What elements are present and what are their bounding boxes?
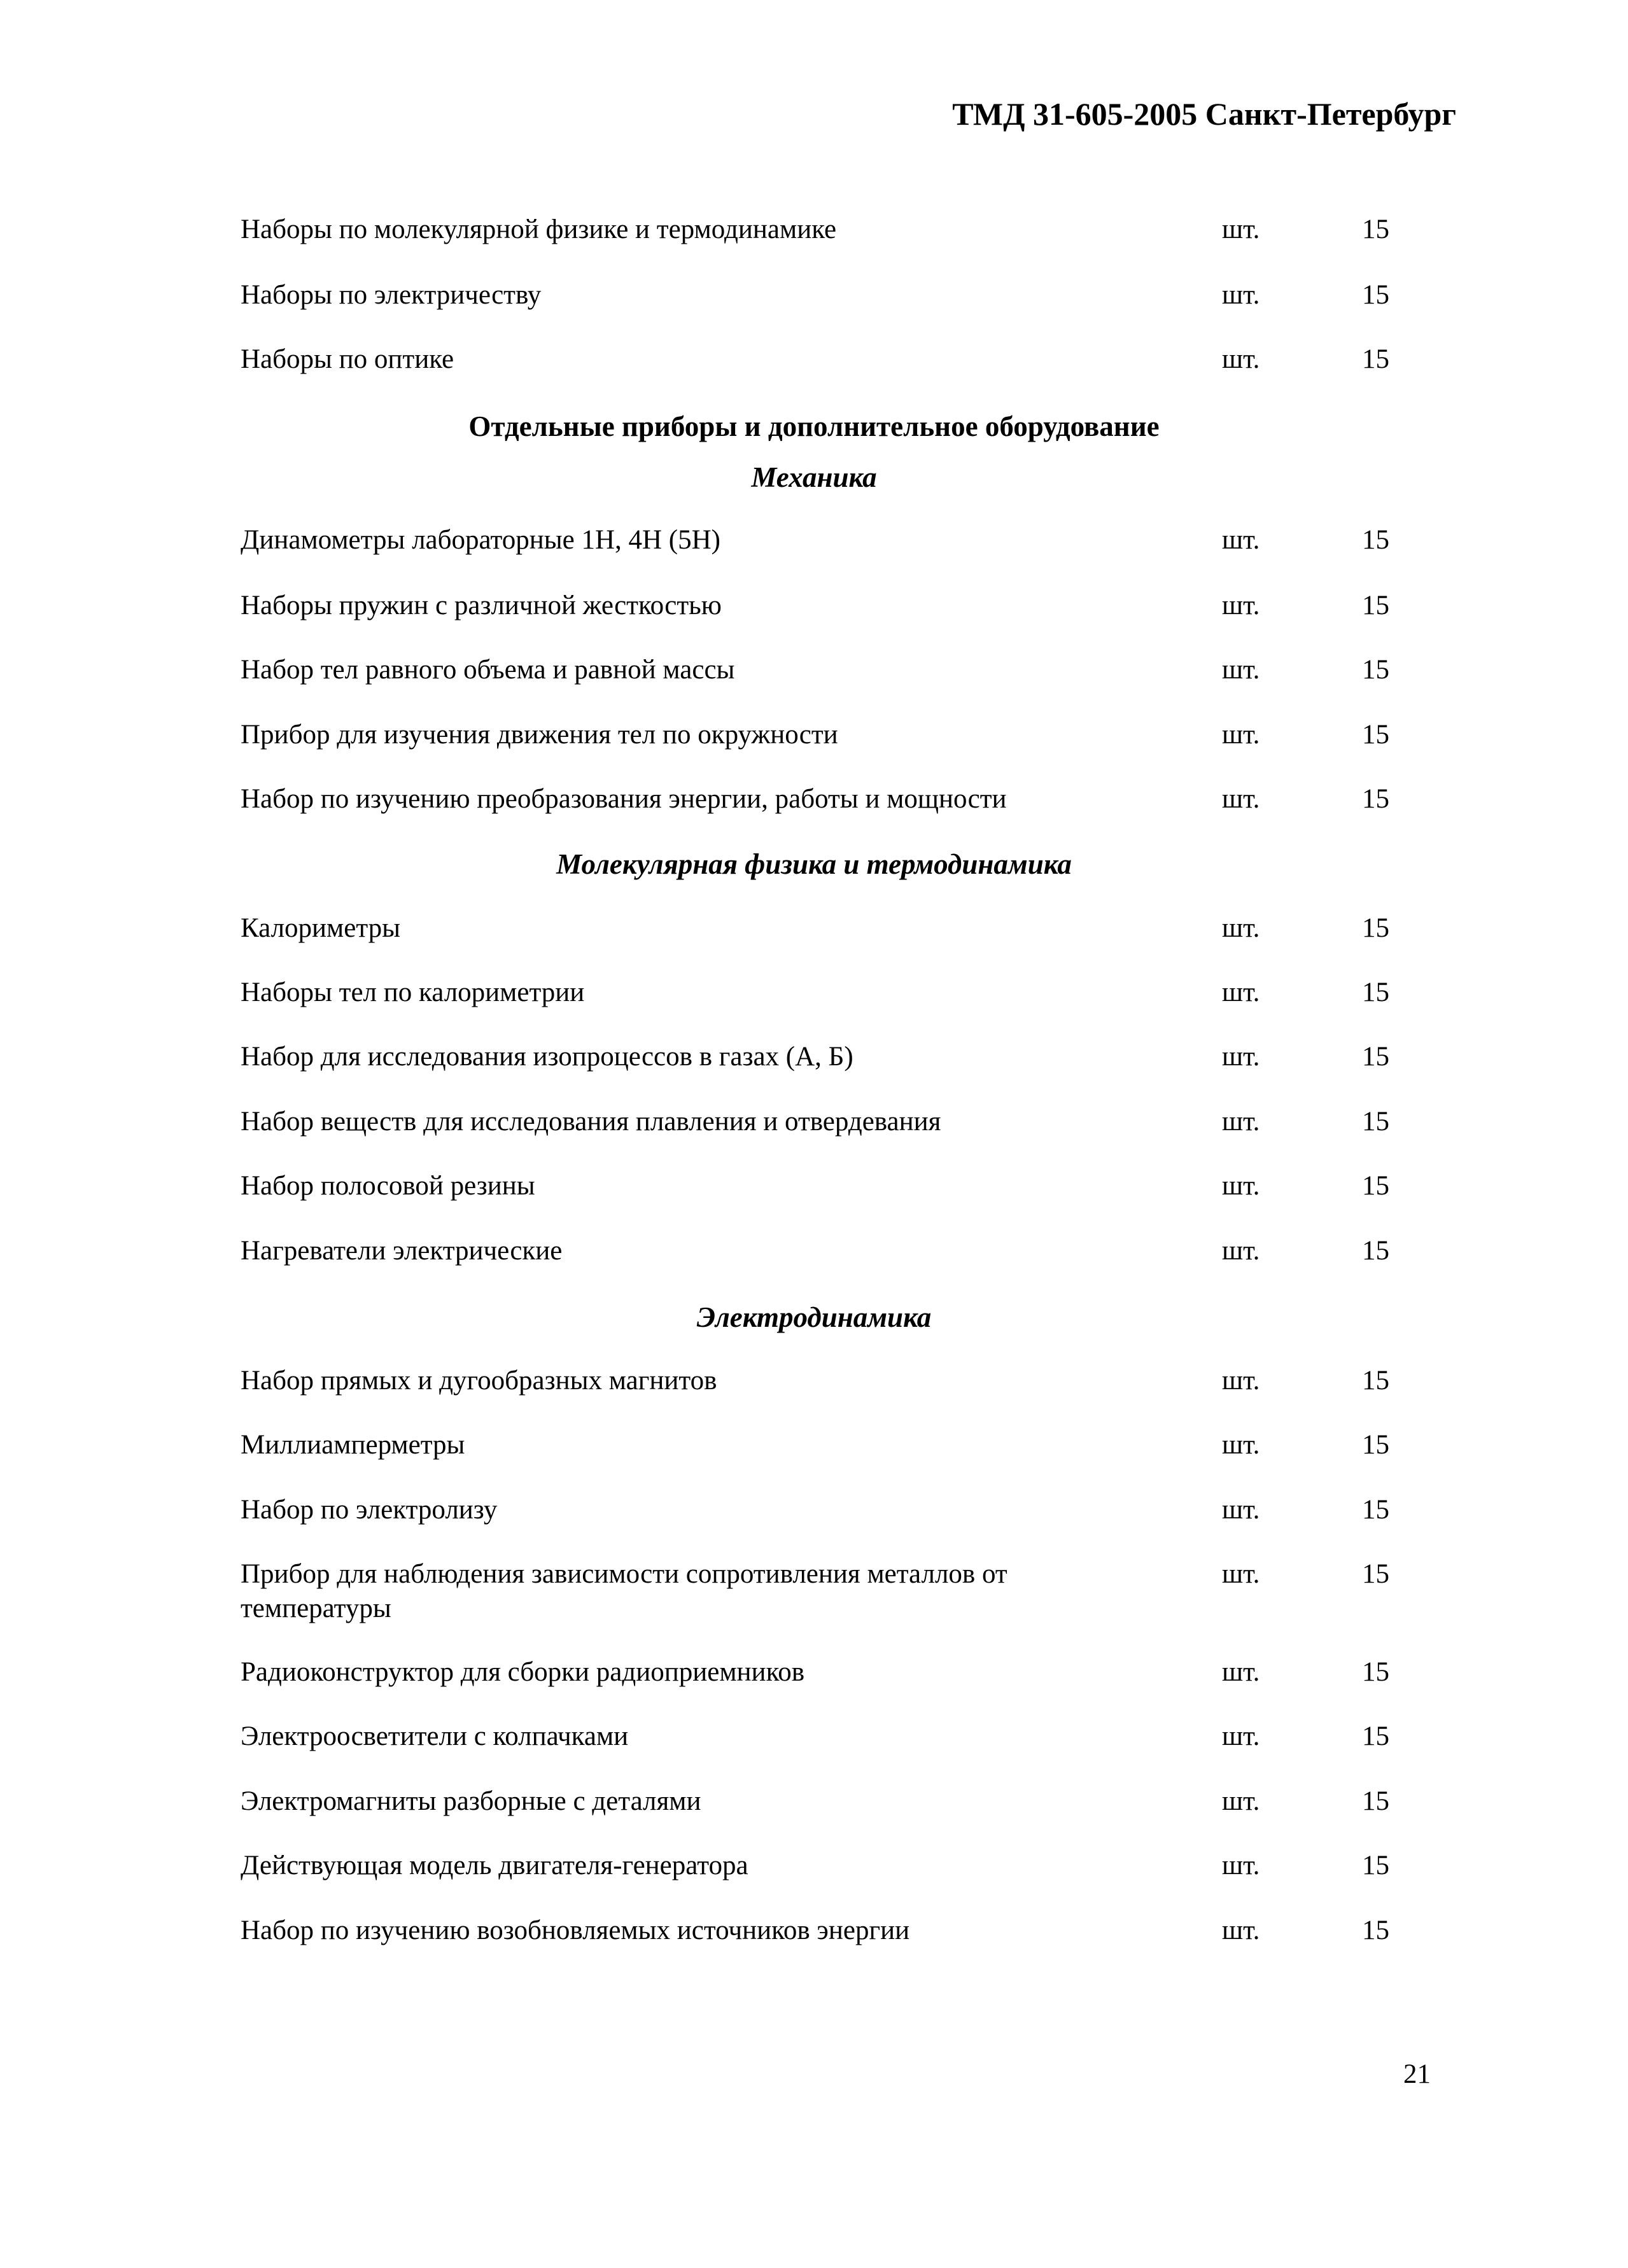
item-name: Динамометры лабораторные 1Н, 4Н (5Н)	[241, 525, 720, 555]
item-unit: шт.	[1222, 1915, 1260, 1945]
item-unit: шт.	[1222, 1042, 1260, 1072]
item-quantity: 15	[1362, 1107, 1389, 1137]
item-name: Миллиамперметры	[241, 1430, 465, 1460]
item-quantity: 15	[1362, 784, 1389, 814]
item-name: Наборы по электричеству	[241, 280, 542, 310]
item-unit: шт.	[1222, 784, 1260, 814]
item-unit: шт.	[1222, 1786, 1260, 1816]
item-name: Радиоконструктор для сборки радиоприемников	[241, 1657, 805, 1687]
item-unit: шт.	[1222, 1721, 1260, 1751]
item-unit: шт.	[1222, 214, 1260, 244]
item-quantity: 15	[1362, 525, 1389, 555]
item-quantity: 15	[1362, 1851, 1389, 1880]
item-unit: шт.	[1222, 1171, 1260, 1201]
section-subtitle-electro: Электродинамика	[696, 1301, 932, 1333]
item-unit: шт.	[1222, 1657, 1260, 1687]
item-name: Набор для исследования изопроцессов в газах (А, Б)	[241, 1042, 853, 1072]
item-name: Наборы пружин с различной жесткостью	[241, 591, 722, 620]
item-unit: шт.	[1222, 977, 1260, 1007]
item-unit: шт.	[1222, 655, 1260, 685]
item-quantity: 15	[1362, 1495, 1389, 1525]
item-unit: шт.	[1222, 344, 1260, 374]
item-quantity: 15	[1362, 1915, 1389, 1945]
item-unit: шт.	[1222, 913, 1260, 943]
item-unit: шт.	[1222, 1366, 1260, 1396]
item-quantity: 15	[1362, 1366, 1389, 1396]
document-header: ТМД 31-605-2005 Санкт-Петербург	[952, 96, 1456, 132]
item-unit: шт.	[1222, 525, 1260, 555]
item-name: Набор полосовой резины	[241, 1171, 535, 1201]
section-subtitle-mechanics: Механика	[751, 461, 877, 493]
item-unit: шт.	[1222, 1559, 1260, 1589]
item-name: Прибор для наблюдения зависимости сопротивления металлов от температуры	[241, 1559, 1007, 1623]
item-name: Набор тел равного объема и равной массы	[241, 655, 735, 685]
item-name: Электромагниты разборные с деталями	[241, 1786, 701, 1816]
item-name: Набор по изучению преобразования энергии, работы и мощности	[241, 784, 1007, 814]
item-quantity: 15	[1362, 1786, 1389, 1816]
item-quantity: 15	[1362, 1236, 1389, 1266]
item-unit: шт.	[1222, 1107, 1260, 1137]
item-quantity: 15	[1362, 344, 1389, 374]
item-unit: шт.	[1222, 1495, 1260, 1525]
item-quantity: 15	[1362, 1430, 1389, 1460]
section-title: Отдельные приборы и дополнительное оборудование	[468, 410, 1160, 442]
item-unit: шт.	[1222, 1851, 1260, 1880]
item-name: Набор по изучению возобновляемых источников энергии	[241, 1915, 910, 1945]
item-quantity: 15	[1362, 720, 1389, 750]
item-name: Набор по электролизу	[241, 1495, 498, 1525]
item-quantity: 15	[1362, 214, 1389, 244]
item-unit: шт.	[1222, 591, 1260, 620]
item-unit: шт.	[1222, 1430, 1260, 1460]
item-unit: шт.	[1222, 1236, 1260, 1266]
item-name: Нагреватели электрические	[241, 1236, 563, 1266]
item-name: Прибор для изучения движения тел по окружности	[241, 720, 838, 750]
item-name: Электроосветители с колпачками	[241, 1721, 629, 1751]
item-quantity: 15	[1362, 1171, 1389, 1201]
item-quantity: 15	[1362, 1657, 1389, 1687]
item-quantity: 15	[1362, 1042, 1389, 1072]
item-name: Наборы по молекулярной физике и термодинамике	[241, 214, 837, 244]
item-name: Набор веществ для исследования плавления и отвердевания	[241, 1107, 941, 1137]
item-name: Действующая модель двигателя-генератора	[241, 1851, 748, 1880]
item-unit: шт.	[1222, 720, 1260, 750]
item-name: Наборы тел по калориметрии	[241, 977, 585, 1007]
item-quantity: 15	[1362, 655, 1389, 685]
item-quantity: 15	[1362, 1559, 1389, 1589]
item-name: Калориметры	[241, 913, 401, 943]
item-name: Набор прямых и дугообразных магнитов	[241, 1366, 717, 1396]
item-name: Наборы по оптике	[241, 344, 454, 374]
section-subtitle-molecular: Молекулярная физика и термодинамика	[556, 848, 1072, 880]
item-quantity: 15	[1362, 977, 1389, 1007]
page-number: 21	[1403, 2059, 1431, 2089]
item-quantity: 15	[1362, 913, 1389, 943]
item-quantity: 15	[1362, 1721, 1389, 1751]
item-quantity: 15	[1362, 280, 1389, 310]
item-unit: шт.	[1222, 280, 1260, 310]
item-quantity: 15	[1362, 591, 1389, 620]
